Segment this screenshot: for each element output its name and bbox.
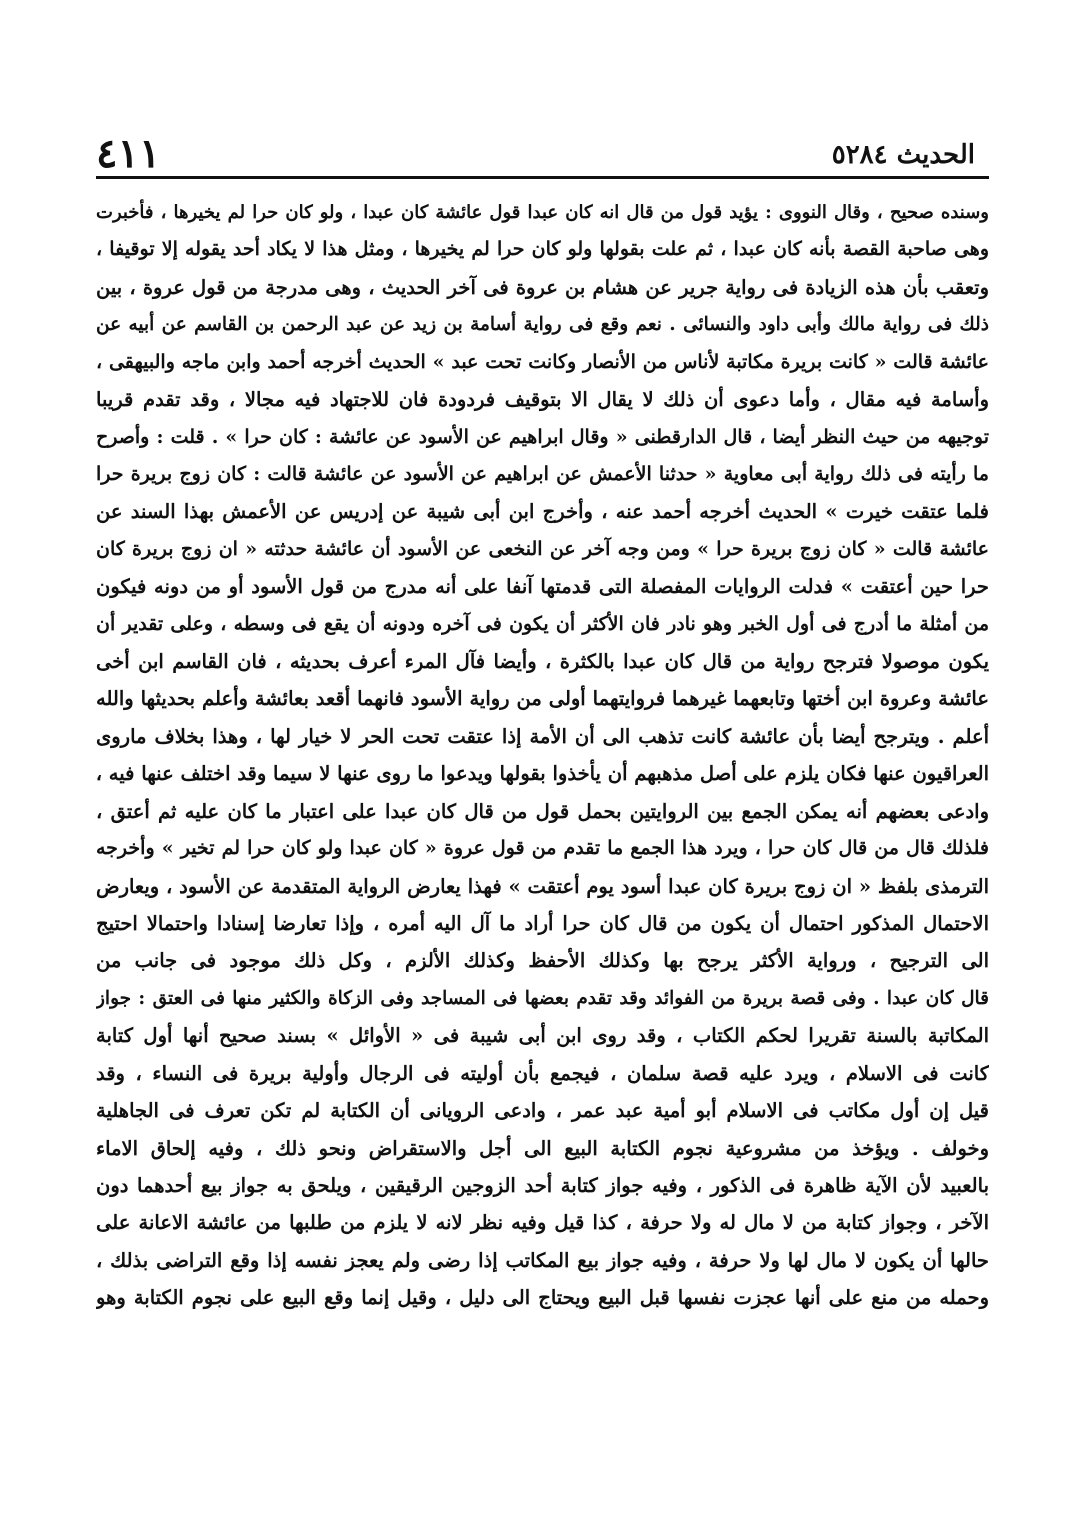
text-line-11: حرا حين أعتقت » فدلت الروايات المفصلة التى قدمتها آنفا على أنه مدرج من قول الأسود أو من دونه فيكون <box>96 575 989 599</box>
text-line-29: حالها أن يكون لا مال لها ولا حرفة ، وفيه جواز بيع المكاتب إذا رضى ولم يعجز نفسه إذا وقع التراضى بذلك ، <box>96 1248 989 1272</box>
text-line-7: توجيهه من حيث النظر أيضا ، قال الدارقطنى « وقال ابراهيم عن الأسود عن عائشة : كان حرا » . قلت : وأصرح <box>96 425 989 448</box>
text-line-27: بالعبيد لأن الآية ظاهرة فى الذكور ، وفيه جواز كتابة أحد الزوجين الرقيقين ، ويلحق به جواز بيع أحدهما دون <box>96 1173 989 1197</box>
text-line-3: وتعقب بأن هذه الزيادة فى رواية جرير عن هشام بن عروة فى آخر الحديث ، وهى مدرجة من قول عروة ، بين <box>96 275 989 299</box>
running-head: الحديث ٥٢٨٤ <box>831 140 975 170</box>
text-line-13: يكون موصولا فترجح رواية من قال كان عبدا بالكثرة ، وأيضا فآل المرء أعرف بحديثه ، فان القاسم ابن أخى <box>96 650 989 674</box>
text-line-14: عائشة وعروة ابن أختها وتابعهما غيرهما فروايتهما أولى من رواية الأسود فانهما أقعد بعائشة وأعلم بحديثها والله <box>96 687 989 711</box>
text-line-17: وادعى بعضهم أنه يمكن الجمع بين الروايتين بحمل قول من قال كان عبدا على اعتبار ما كان عليه ثم أعتق ، <box>96 799 989 823</box>
text-line-18: فلذلك قال من قال كان حرا ، ويرد هذا الجمع ما تقدم من قول عروة « كان عبدا ولو كان حرا لم تخير » وأخرجه <box>96 837 989 860</box>
text-line-6: وأسامة فيه مقال ، وأما دعوى أن ذلك لا يقال الا بتوقيف فردودة فان للاجتهاد فيه مجالا ، وقد تقدم قريبا <box>96 388 989 412</box>
text-line-4: ذلك فى رواية مالك وأبى داود والنسائى . نعم وقع فى رواية أسامة بن زيد عن عبد الرحمن بن القاسم عن أبيه عن <box>96 314 989 336</box>
page-number: ٤١١ <box>96 130 161 177</box>
text-line-8: ما رأيته فى ذلك رواية أبى معاوية « حدثنا الأعمش عن ابراهيم عن الأسود عن عائشة قالت : كان زوج بريرة حرا <box>96 462 989 485</box>
text-line-20: الاحتمال المذكور احتمال أن يكون من قال كان حرا أراد ما آل اليه أمره ، وإذا تعارضا إسنادا واحتمالا احتيج <box>96 912 989 936</box>
text-line-19: الترمذى بلفظ « ان زوج بريرة كان عبدا أسود يوم أعتقت » فهذا يعارض الرواية المتقدمة عن الأسود ، ويعارض <box>96 874 989 898</box>
text-line-12: من أمثلة ما أدرج فى أول الخبر وهو نادر فان الأكثر أن يكون فى آخره ودونه أن يقع فى وسطه ، وعلى تقدير أن <box>96 612 989 635</box>
text-line-21: الى الترجيح ، ورواية الأكثر يرجح بها وكذلك الأحفظ وكذلك الألزم ، وكل ذلك موجود فى جانب من <box>96 949 989 973</box>
text-line-28: الآخر ، وجواز كتابة من لا مال له ولا حرفة ، كذا قيل وفيه نظر لانه لا يلزم من طلبها من عائشة الاعانة على <box>96 1211 989 1235</box>
text-line-5: عائشة قالت « كانت بريرة مكاتبة لأناس من الأنصار وكانت تحت عبد » الحديث أخرجه أحمد وابن ماجه والبيهقى ، <box>96 350 989 373</box>
text-line-10: عائشة قالت « كان زوج بريرة حرا » ومن وجه آخر عن النخعى عن الأسود أن عائشة حدثته « ان زوج بريرة كان <box>96 537 989 560</box>
text-line-1: وسنده صحيح ، وقال النووى : يؤيد قول من قال انه كان عبدا قول عائشة كان عبدا ، ولو كان حرا لم يخيرها ، فأخبرت <box>96 202 989 223</box>
text-line-22: قال كان عبدا . وفى قصة بريرة من الفوائد وقد تقدم بعضها فى المساجد وفى الزكاة والكثير منها فى العتق : جواز <box>96 987 989 1009</box>
body-text <box>96 194 989 1317</box>
text-line-15: أعلم . ويترجح أيضا بأن عائشة كانت تذهب الى أن الأمة إذا عتقت تحت الحر لا خيار لها ، وهذا بخلاف ماروى <box>96 724 989 748</box>
text-line-25: قيل إن أول مكاتب فى الاسلام أبو أمية عبد عمر ، وادعى الرويانى أن الكتابة لم تكن تعرف فى الجاهلية <box>96 1099 989 1123</box>
text-line-24: كانت فى الاسلام ، ويرد عليه قصة سلمان ، فيجمع بأن أوليته فى الرجال وأولية بريرة فى النساء ، وقد <box>96 1061 989 1085</box>
text-line-30: وحمله من منع على أنها عجزت نفسها قبل البيع ويحتاج الى دليل ، وقيل إنما وقع البيع على نجوم الكتابة وهو <box>96 1286 989 1310</box>
text-line-2: وهى صاحبة القصة بأنه كان عبدا ، ثم علت بقولها ولو كان حرا لم يخيرها ، ومثل هذا لا يكاد أحد يقوله إلا توقيفا ، <box>96 238 989 261</box>
text-line-23: المكاتبة بالسنة تقريرا لحكم الكتاب ، وقد روى ابن أبى شيبة فى « الأوائل » بسند صحيح أنها أول كتابة <box>96 1024 989 1048</box>
page-header <box>96 128 975 178</box>
text-line-9: فلما عتقت خيرت » الحديث أخرجه أحمد عنه ، وأخرج ابن أبى شيبة عن إدريس عن الأعمش بهذا السند عن <box>96 500 989 524</box>
text-line-16: العراقيون عنها فكان يلزم على أصل مذهبهم أن يأخذوا بقولها ويدعوا ما روى عنها لا سيما وقد اختلف عنها فيه ، <box>96 762 989 786</box>
text-line-26: وخولف . ويؤخذ من مشروعية نجوم الكتابة البيع الى أجل والاستقراض ونحو ذلك ، وفيه إلحاق الاماء <box>96 1136 989 1160</box>
header-rule <box>96 176 989 179</box>
